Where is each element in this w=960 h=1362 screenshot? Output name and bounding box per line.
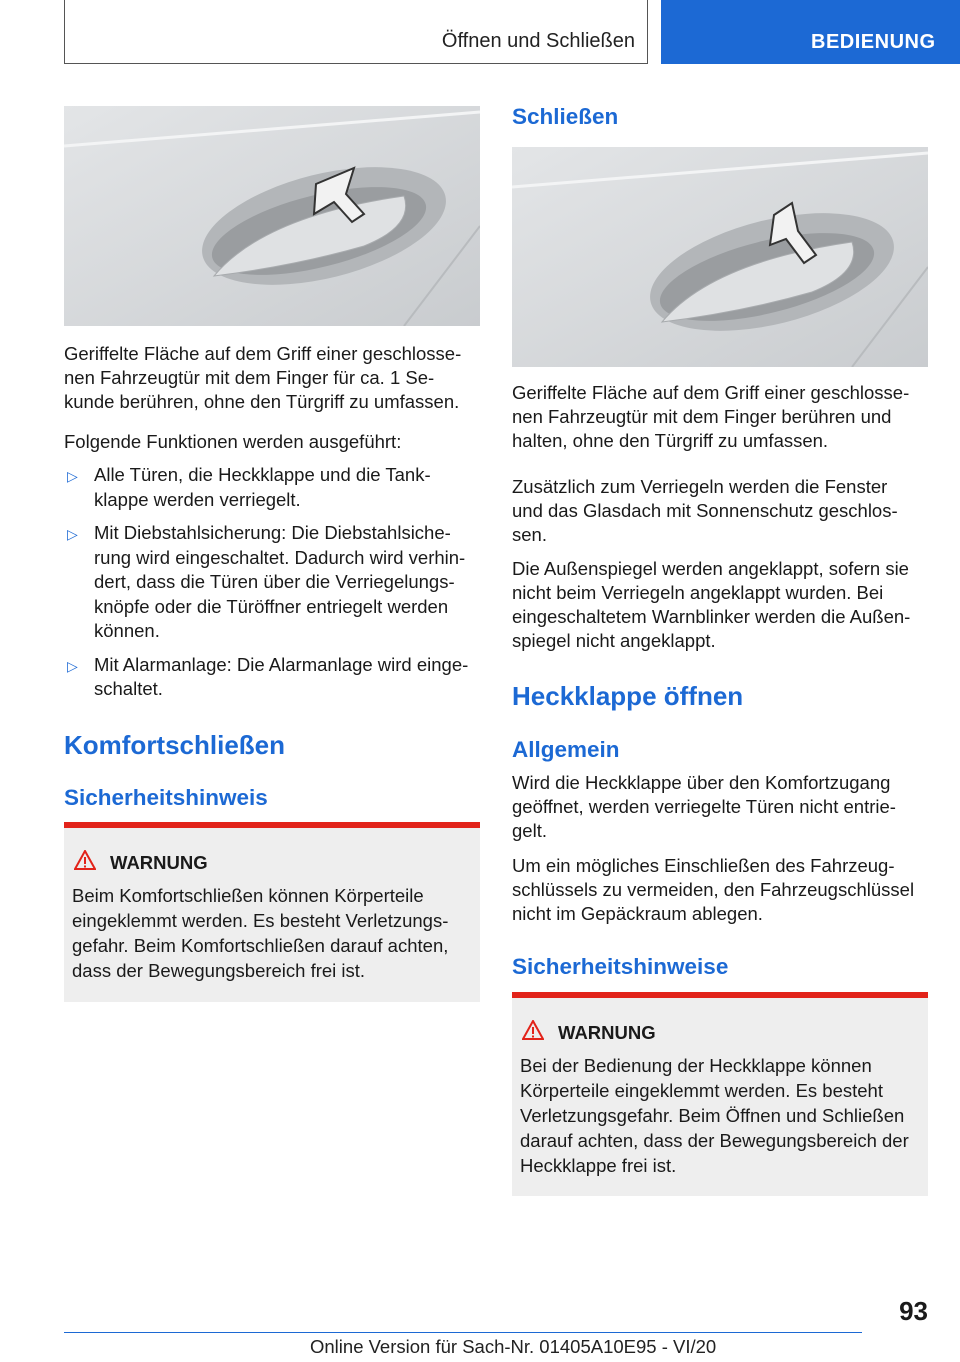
list-item: ▷ Mit Alarmanlage: Die Alarmanlage wird einge‐ schaltet. [67, 653, 469, 699]
warning-line: gefahr. Beim Komfortschließen darauf achten, [72, 935, 449, 956]
warning-line: darauf achten, dass der Bewegungsbereich der [520, 1130, 909, 1151]
para-spiegel-4: spiegel nicht angeklappt. [512, 630, 716, 651]
header-section-title: Öffnen und Schließen [441, 30, 635, 52]
heading-sicherheitshinweis: Sicherheitshinweis [64, 785, 268, 810]
door-handle-figure-right [512, 147, 928, 367]
heading-schliessen: Schließen [512, 104, 619, 129]
caption-left-2: nen Fahrzeugtür mit dem Finger für ca. 1 Se‐ [64, 367, 435, 388]
warning-triangle-icon [522, 1020, 544, 1040]
warning-line: Bei der Bedienung der Heckklappe können [520, 1055, 872, 1076]
para-komfortzugang-2: geöffnet, werden verriegelte Türen nicht entrie‐ [512, 796, 896, 817]
caption-right-1: Geriffelte Fläche auf dem Griff einer geschlosse‐ [512, 382, 910, 403]
warning-line: eingeklemmt werden. Es besteht Verletzungs‐ [72, 910, 449, 931]
heading-heckklappe-oeffnen: Heckklappe öffnen [512, 681, 744, 711]
para-verriegeln-1: Zusätzlich zum Verriegeln werden die Fenster [512, 476, 888, 497]
functions-intro: Folgende Funktionen werden ausgeführt: [64, 431, 402, 452]
warning-line: Heckklappe frei ist. [520, 1155, 677, 1176]
warning-box-right [512, 992, 928, 1196]
para-komfortzugang-1: Wird die Heckklappe über den Komfortzugang [512, 772, 891, 793]
page-number: 93 [899, 1296, 928, 1326]
warning-label: WARNUNG [558, 1022, 656, 1043]
warning-box-left [64, 822, 480, 1002]
warning-label: WARNUNG [110, 852, 208, 873]
footer-online-version: Online Version für Sach-Nr. 01405A10E95 - VI/20 [310, 1336, 717, 1357]
para-komfortzugang-3: gelt. [512, 820, 547, 841]
caption-right-3: halten, ohne den Türgriff zu umfassen. [512, 430, 829, 451]
para-spiegel-3: eingeschaltetem Warnblinker werden die Außen‐ [512, 606, 911, 627]
para-schluessel-1: Um ein mögliches Einschließen des Fahrzeug‐ [512, 855, 895, 876]
function-list [64, 463, 480, 711]
triangle-bullet-icon: ▷ [67, 657, 78, 674]
triangle-bullet-icon: ▷ [67, 526, 78, 542]
para-spiegel-2: nicht beim Verriegeln angeklappt wurden. Bei [512, 582, 884, 603]
para-schluessel-3: nicht im Gepäckraum ablegen. [512, 903, 763, 924]
para-verriegeln-2: und das Glasdach mit Sonnenschutz geschlos‐ [512, 500, 898, 521]
heading-sicherheitshinweise: Sicherheitshinweise [512, 954, 729, 979]
para-schluessel-2: schlüssels zu vermeiden, den Fahrzeugschlüssel [512, 879, 915, 900]
caption-right-2: nen Fahrzeugtür mit dem Finger berühren und [512, 406, 892, 427]
para-verriegeln-3: sen. [512, 524, 547, 545]
heading-allgemein: Allgemein [512, 737, 620, 762]
header-tab[interactable] [661, 0, 960, 64]
warning-line: Körperteile eingeklemmt werden. Es besteht [520, 1080, 883, 1101]
door-handle-figure-left [64, 106, 480, 326]
caption-left-3: kunde berühren, ohne den Türgriff zu umfassen. [64, 391, 460, 412]
list-item: ▷ Alle Türen, die Heckklappe und die Tank‐ klappe werden verriegelt. [67, 464, 431, 510]
heading-komfortschliessen: Komfortschließen [64, 730, 286, 760]
header-tab-label: BEDIENUNG [811, 31, 936, 53]
footer-divider [64, 1332, 862, 1333]
door-handle-illustration [64, 106, 480, 326]
warning-triangle-icon [74, 850, 96, 870]
header-section-box [64, 0, 648, 64]
warning-line: Verletzungsgefahr. Beim Öffnen und Schließen [520, 1105, 905, 1126]
caption-left-1: Geriffelte Fläche auf dem Griff einer geschlosse‐ [64, 343, 462, 364]
list-item: ▷ Mit Diebstahlsicherung: Die Diebstahlsiche‐ rung wird eingeschaltet. Dadurch wird verhin‐ dert, dass die Türen über die Verriegelungs‐ knöpfe oder die Türöffner entriegelt werden können. [67, 522, 466, 641]
warning-line: dass der Bewegungsbereich frei ist. [72, 960, 366, 981]
triangle-bullet-icon: ▷ [67, 468, 78, 484]
warning-line: Beim Komfortschließen können Körperteile [72, 885, 424, 906]
door-handle-illustration [512, 147, 928, 367]
para-spiegel-1: Die Außenspiegel werden angeklappt, sofern sie [512, 558, 909, 579]
